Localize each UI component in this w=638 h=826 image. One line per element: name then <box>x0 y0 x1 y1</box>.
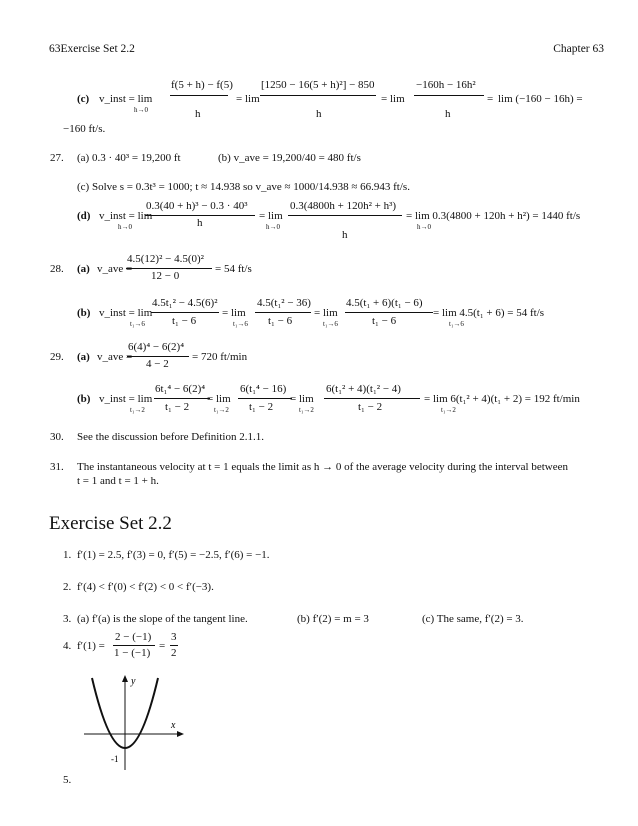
p29-b-sub: t₁→2 <box>130 406 145 414</box>
p28-b-frac1-num: 4.5t₁² − 4.5(6)² <box>152 297 218 309</box>
p29-b-frac2-bar <box>238 398 292 399</box>
p29-a-result: = 720 ft/min <box>192 351 248 363</box>
p28-b-lhs: v_inst = lim <box>99 307 153 319</box>
p26c-cont: −160 ft/s. <box>63 123 106 135</box>
p29-b-lhs: v_inst = lim <box>99 393 153 405</box>
p30-number: 30. <box>50 431 64 443</box>
p29-b-tail: = lim 6(t₁² + 4)(t₁ + 2) = 192 ft/min <box>424 393 580 405</box>
p29-a-bar <box>127 356 189 357</box>
p31-line2: t = 1 and t = 1 + h. <box>77 475 159 487</box>
p26c-frac3-num: −160h − 16h² <box>416 79 476 91</box>
p29-a-den: 4 − 2 <box>146 358 169 370</box>
p29-a-label: (a) <box>77 351 90 363</box>
header-left: 63Exercise Set 2.2 <box>49 43 135 55</box>
p27-a: (a) 0.3 · 40³ = 19,200 ft <box>77 152 181 164</box>
p28-a-den: 12 − 0 <box>151 270 180 282</box>
e1-number: 1. <box>63 549 72 561</box>
p28-b-frac1-bar <box>151 312 219 313</box>
p26c-frac1-num: f(5 + h) − f(5) <box>171 79 233 91</box>
e2-number: 2. <box>63 581 72 593</box>
e3-a: (a) f′(a) is the slope of the tangent line. <box>77 613 248 625</box>
p27-d-frac2-den: h <box>342 229 348 241</box>
p29-number: 29. <box>50 351 64 363</box>
p28-b-sub: t₁→6 <box>130 320 145 328</box>
p26c-frac2-den: h <box>316 108 322 120</box>
p28-b-frac3-bar <box>345 312 433 313</box>
e1-text: f′(1) = 2.5, f′(3) = 0, f′(5) = −2.5, f′(6) = −1. <box>77 549 270 561</box>
e4-frac-num: 2 − (−1) <box>115 631 152 643</box>
e4-result-num: 3 <box>171 631 177 643</box>
p27-d-frac1-num: 0.3(40 + h)³ − 0.3 · 40³ <box>146 200 248 212</box>
e3-c: (c) The same, f′(2) = 3. <box>422 613 524 625</box>
e5-number: 5. <box>63 774 72 786</box>
p26c-frac3-bar <box>414 95 484 96</box>
p26c-tail: lim (−160 − 16h) = <box>498 93 583 105</box>
p27-c: (c) Solve s = 0.3t³ = 1000; t ≈ 14.938 so v_ave ≈ 1000/14.938 ≈ 66.943 ft/s. <box>77 181 410 193</box>
p28-b-frac3-num: 4.5(t₁ + 6)(t₁ − 6) <box>346 297 423 309</box>
p29-a-num: 6(4)⁴ − 6(2)⁴ <box>128 341 185 353</box>
p28-number: 28. <box>50 263 64 275</box>
p29-b-frac3-bar <box>324 398 420 399</box>
x-axis-arrow-icon <box>177 731 184 737</box>
e4-number: 4. <box>63 640 72 652</box>
p27-d-lhs: v_inst = lim <box>99 210 153 222</box>
p27-d-tail: = lim 0.3(4800 + 120h + h²) = 1440 ft/s <box>406 210 581 222</box>
p27-d-label: (d) <box>77 210 91 222</box>
p28-b-frac2-den: t₁ − 6 <box>268 315 293 327</box>
p28-b-frac3-den: t₁ − 6 <box>372 315 397 327</box>
p26c-frac1-den: h <box>195 108 201 120</box>
e4-frac-bar <box>113 645 155 646</box>
p27-d-frac2-num: 0.3(4800h + 120h² + h³) <box>290 200 397 212</box>
y-axis-label: y <box>131 676 136 687</box>
p28-a-label: (a) <box>77 263 90 275</box>
p27-number: 27. <box>50 152 64 164</box>
p31-number: 31. <box>50 461 64 473</box>
p26c-frac2-num: [1250 − 16(5 + h)²] − 850 <box>261 79 375 91</box>
p29-b-frac3-num: 6(t₁² + 4)(t₁² − 4) <box>326 383 401 395</box>
p28-b-tail: = lim 4.5(t₁ + 6) = 54 ft/s <box>433 307 545 319</box>
section-title: Exercise Set 2.2 <box>49 513 172 534</box>
e3-number: 3. <box>63 613 72 625</box>
p29-b-frac3-den: t₁ − 2 <box>358 401 383 413</box>
e3-b: (b) f′(2) = m = 3 <box>297 613 369 625</box>
e4-lhs: f′(1) = <box>77 640 105 652</box>
p28-a-bar <box>126 268 212 269</box>
p28-b-frac2-bar <box>255 312 311 313</box>
e4-result-den: 2 <box>171 647 177 659</box>
p26c-label: (c) <box>77 93 90 105</box>
e2-text: f′(4) < f′(0) < f′(2) < 0 < f′(−3). <box>77 581 214 593</box>
p29-b-frac1-den: t₁ − 2 <box>165 401 190 413</box>
p28-b-label: (b) <box>77 307 91 319</box>
p29-a-lhs: v_ave = <box>97 351 133 363</box>
y-tick-label: -1 <box>111 754 119 764</box>
p26c-frac3-den: h <box>445 108 451 120</box>
p30-text: See the discussion before Definition 2.1.1. <box>77 431 264 443</box>
x-axis-label: x <box>171 720 176 731</box>
p28-a-lhs: v_ave = <box>97 263 133 275</box>
p26c-frac2-bar <box>260 95 376 96</box>
p29-b-frac1-bar <box>154 398 210 399</box>
header-right: Chapter 63 <box>553 43 604 55</box>
p27-d-frac2-bar <box>288 215 402 216</box>
p27-d-frac1-den: h <box>197 217 203 229</box>
p26c-frac1-bar <box>170 95 228 96</box>
p31-line1: The instantaneous velocity at t = 1 equals the limit as h → 0 of the average velocity during the interval between <box>77 461 568 473</box>
p29-b-frac2-num: 6(t₁⁴ − 16) <box>240 383 287 395</box>
p26c-lim-sub: h→0 <box>134 106 148 114</box>
p27-b: (b) v_ave = 19,200/40 = 480 ft/s <box>218 152 361 164</box>
p29-b-label: (b) <box>77 393 91 405</box>
p28-b-frac1-den: t₁ − 6 <box>172 315 197 327</box>
e4-frac-den: 1 − (−1) <box>114 647 151 659</box>
y-axis-arrow-icon <box>122 675 128 682</box>
e4-result-bar <box>170 645 178 646</box>
p28-a-num: 4.5(12)² − 4.5(0)² <box>127 253 204 265</box>
p29-b-frac2-den: t₁ − 2 <box>249 401 274 413</box>
p27-d-frac1-bar <box>145 215 255 216</box>
p28-b-frac2-num: 4.5(t₁² − 36) <box>257 297 311 309</box>
p29-b-frac1-num: 6t₁⁴ − 6(2)⁴ <box>155 383 206 395</box>
p26c-lhs: v_inst = lim <box>99 93 153 105</box>
e4-equals: = <box>159 640 166 652</box>
p28-a-result: = 54 ft/s <box>215 263 252 275</box>
e5-graph <box>80 672 190 772</box>
